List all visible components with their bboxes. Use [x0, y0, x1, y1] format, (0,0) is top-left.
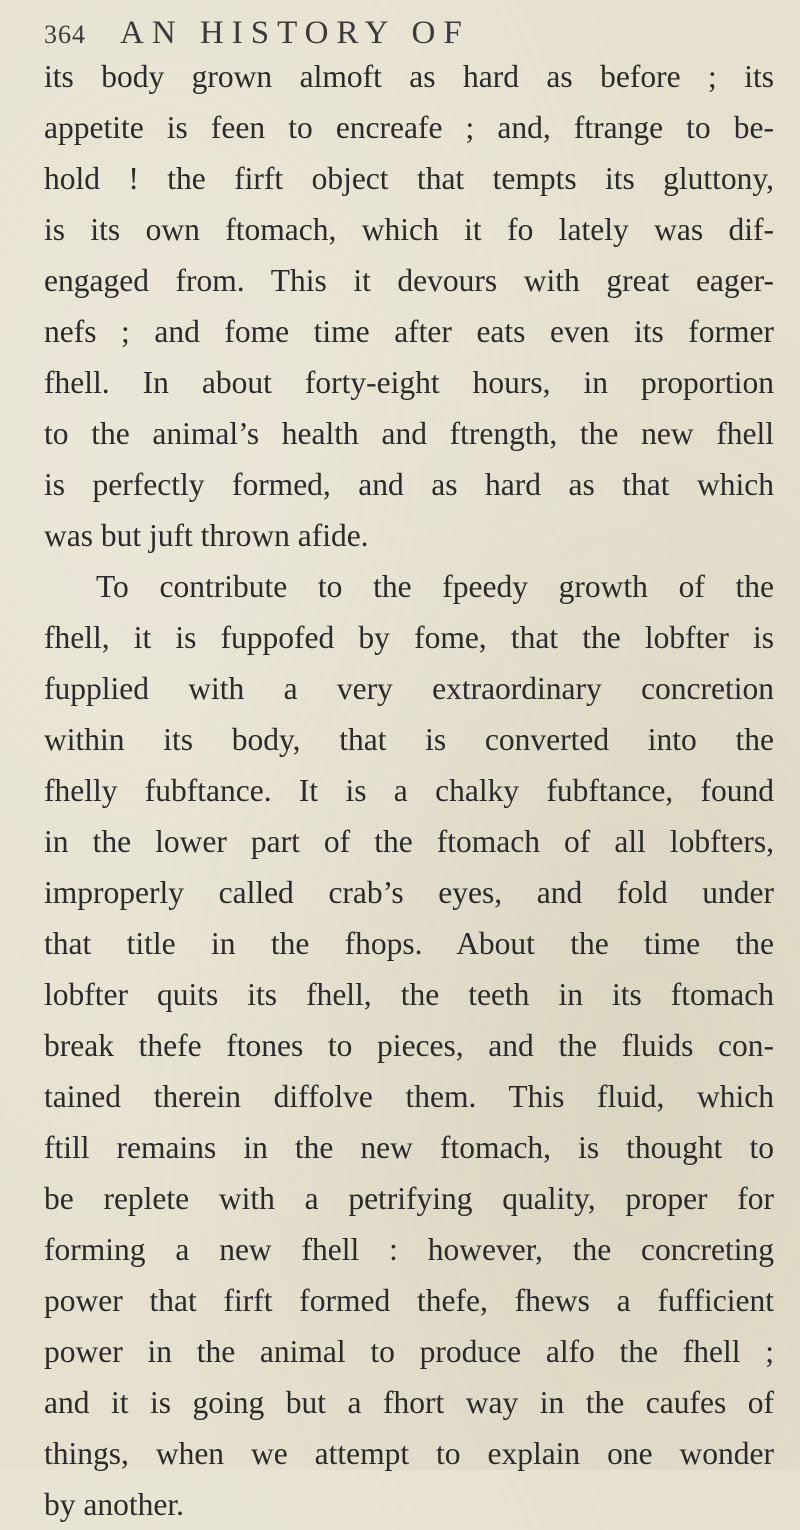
text-line: and it is going but a fhort way in the caufes of: [44, 1385, 774, 1420]
text-line: ftill remains in the new ftomach, is thought to: [44, 1130, 774, 1165]
text-line: was but juft thrown afide.: [44, 518, 369, 553]
text-line: is perfectly formed, and as hard as that which: [44, 467, 774, 502]
text-line: engaged from. This it devours with great eager-: [44, 263, 774, 298]
text-line: fupplied with a very extraordinary concretion: [44, 671, 774, 706]
text-line: nefs ; and fome time after eats even its former: [44, 314, 774, 349]
text-line: by another.: [44, 1487, 184, 1522]
body-text: [44, 51, 774, 1530]
text-line: that title in the fhops. About the time the: [44, 926, 774, 961]
text-line: improperly called crab’s eyes, and fold under: [44, 875, 774, 910]
text-line: forming a new fhell : however, the concreting: [44, 1232, 774, 1267]
text-line: tained therein diffolve them. This fluid, which: [44, 1079, 774, 1114]
text-line: lobfter quits its fhell, the teeth in its ftomach: [44, 977, 774, 1012]
text-line: power in the animal to produce alfo the fhell ;: [44, 1334, 774, 1369]
text-line: in the lower part of the ftomach of all lobfters,: [44, 824, 774, 859]
text-line: fhelly fubftance. It is a chalky fubftance, found: [44, 773, 774, 808]
text-line: its body grown almoft as hard as before ; its: [44, 59, 774, 94]
text-line: be replete with a petrifying quality, proper for: [44, 1181, 774, 1216]
text-line: is its own ftomach, which it fo lately was dif-: [44, 212, 774, 247]
running-title: AN HISTORY OF: [120, 15, 470, 51]
text-line: break thefe ftones to pieces, and the fluids con-: [44, 1028, 774, 1063]
text-line: hold ! the firft object that tempts its gluttony,: [44, 161, 774, 196]
text-line: things, when we attempt to explain one wonder: [44, 1436, 774, 1471]
page-number: 364: [44, 20, 86, 49]
text-line: To contribute to the fpeedy growth of the: [96, 569, 774, 604]
text-line: to the animal’s health and ftrength, the new fhell: [44, 416, 774, 451]
text-line: power that firft formed thefe, fhews a fufficient: [44, 1283, 774, 1318]
text-line: appetite is feen to encreafe ; and, ftrange to be-: [44, 110, 774, 145]
text-line: within its body, that is converted into the: [44, 722, 774, 757]
text-line: fhell. In about forty-eight hours, in proportion: [44, 365, 774, 400]
text-line: fhell, it is fuppofed by fome, that the lobfter is: [44, 620, 774, 655]
